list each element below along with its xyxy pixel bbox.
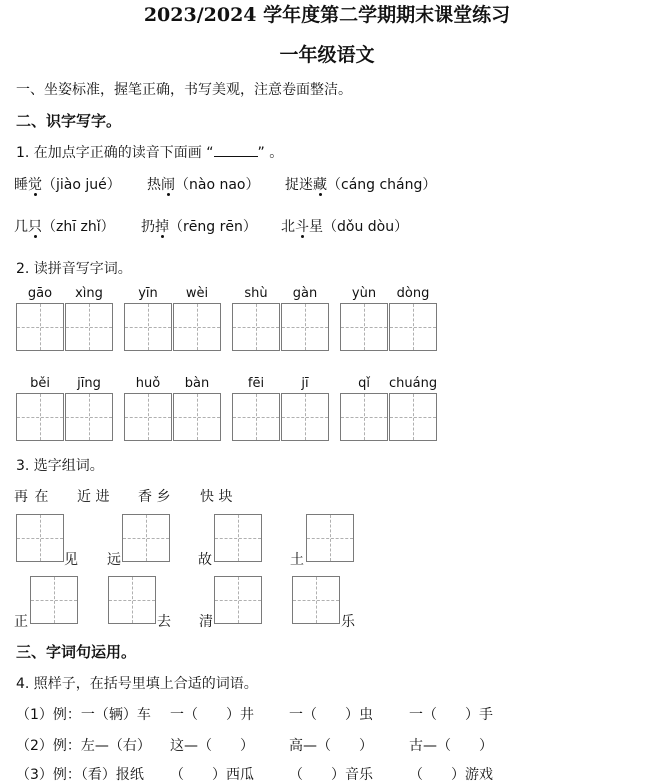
q4-line: （2）例：左—（右） — [16, 738, 151, 754]
pinyin-options: （nào nao） — [175, 177, 260, 193]
writing-grid-cell[interactable] — [232, 393, 280, 441]
section-two-heading: 二、识字写字。 — [16, 112, 122, 130]
answer-underline — [214, 146, 258, 157]
writing-grid-cell[interactable] — [108, 576, 156, 624]
word-char: 清 — [199, 614, 213, 630]
char-pair: 香 乡 — [138, 489, 171, 505]
writing-grid-cell[interactable] — [16, 514, 64, 562]
q1-prompt-end: ” 。 — [257, 145, 284, 161]
pinyin-label: yīn — [138, 286, 158, 301]
pinyin-options: （dǒu dòu） — [323, 219, 409, 235]
q4-blank: 高—（ ） — [289, 738, 373, 754]
q2-prompt: 2. 读拼音写字词。 — [16, 261, 132, 277]
q4-blank: （ ）西瓜 — [170, 767, 254, 783]
writing-grid-cell[interactable] — [16, 393, 64, 441]
q1-prompt — [16, 142, 283, 162]
writing-grid-cell[interactable] — [281, 303, 329, 351]
pinyin-label: jīng — [77, 376, 101, 391]
q1-prompt-text: 1. 在加点字正确的读音下面画 “ — [16, 145, 214, 161]
writing-grid-cell[interactable] — [65, 303, 113, 351]
q4-blank: 一（ ）井 — [170, 707, 254, 723]
pinyin-label: běi — [30, 376, 50, 391]
pinyin-label: fēi — [247, 376, 265, 391]
word-char: 正 — [14, 614, 28, 630]
dotted-char: 掉 — [155, 219, 169, 235]
q1-item — [285, 174, 436, 194]
section-one-instruction: 一、坐姿标准，握笔正确，书写美观，注意卷面整洁。 — [16, 82, 352, 98]
pinyin-options: （rēng rēn） — [169, 219, 257, 235]
pinyin-label: dòng — [396, 286, 430, 301]
writing-grid-cell[interactable] — [30, 576, 78, 624]
q1-item — [141, 216, 257, 236]
pinyin-label: gāo — [27, 286, 53, 301]
q1-item — [281, 216, 408, 236]
writing-grid-cell[interactable] — [214, 514, 262, 562]
word-text: 几 — [14, 219, 28, 235]
pinyin-label: wèi — [185, 286, 209, 301]
q4-blank: 一（ ）手 — [409, 707, 493, 723]
writing-grid-cell[interactable] — [173, 393, 221, 441]
char-pair: 近 进 — [77, 489, 110, 505]
word-text: 北 — [281, 219, 295, 235]
word-text: 睡 — [14, 177, 28, 193]
pinyin-options: （cáng cháng） — [327, 177, 437, 193]
q1-item — [14, 174, 121, 194]
word-char: 土 — [290, 552, 304, 568]
word-char: 去 — [157, 614, 171, 630]
char-pair: 快 块 — [200, 489, 233, 505]
word-char: 故 — [198, 552, 212, 568]
dotted-char: 闹 — [161, 177, 175, 193]
pinyin-label: jī — [301, 376, 309, 391]
pinyin-options: （jiào jué） — [42, 177, 121, 193]
word-char: 乐 — [341, 614, 355, 630]
q4-line: （3）例：（看）报纸 — [16, 767, 144, 783]
writing-grid-cell[interactable] — [214, 576, 262, 624]
writing-grid-cell[interactable] — [232, 303, 280, 351]
word-char: 见 — [64, 552, 78, 568]
page-subtitle: 一年级语文 — [279, 44, 375, 66]
pinyin-label: huǒ — [135, 376, 161, 391]
q4-prompt: 4. 照样子，在括号里填上合适的词语。 — [16, 676, 258, 692]
q4-line: （1）例：一（辆）车 — [16, 707, 151, 723]
q3-prompt: 3. 选字组词。 — [16, 458, 104, 474]
q1-item — [14, 216, 115, 236]
pinyin-label: chuáng — [389, 376, 438, 391]
writing-grid-cell[interactable] — [340, 393, 388, 441]
pinyin-label: yùn — [351, 286, 377, 301]
writing-grid-cell[interactable] — [389, 303, 437, 351]
dotted-char: 只 — [28, 219, 42, 235]
q4-blank: 这—（ ） — [170, 738, 254, 754]
pinyin-label: xìng — [75, 286, 103, 301]
pinyin-label: qǐ — [358, 376, 370, 391]
q4-blank: （ ）音乐 — [289, 767, 373, 783]
word-text: 热 — [147, 177, 161, 193]
char-pair: 再 在 — [14, 489, 49, 505]
word-char: 远 — [107, 552, 121, 568]
q4-blank: 古—（ ） — [409, 738, 493, 754]
pinyin-label: gàn — [292, 286, 318, 301]
pinyin-options: （zhī zhǐ） — [42, 219, 115, 235]
writing-grid-cell[interactable] — [122, 514, 170, 562]
writing-grid-cell[interactable] — [389, 393, 437, 441]
pinyin-label: bàn — [184, 376, 210, 391]
writing-grid-cell[interactable] — [124, 393, 172, 441]
q1-item — [147, 174, 260, 194]
dotted-char: 斗 — [295, 219, 309, 235]
writing-grid-cell[interactable] — [65, 393, 113, 441]
writing-grid-cell[interactable] — [306, 514, 354, 562]
writing-grid-cell[interactable] — [340, 303, 388, 351]
writing-grid-cell[interactable] — [173, 303, 221, 351]
dotted-char: 觉 — [28, 177, 42, 193]
writing-grid-cell[interactable] — [292, 576, 340, 624]
pinyin-label: shù — [244, 286, 268, 301]
word-text: 星 — [309, 219, 323, 235]
writing-grid-cell[interactable] — [281, 393, 329, 441]
page-title: 2023/2024 学年度第二学期期末课堂练习 — [143, 4, 511, 26]
dotted-char: 藏 — [313, 177, 327, 193]
section-three-heading: 三、字词句运用。 — [16, 643, 137, 661]
word-text: 扔 — [141, 219, 155, 235]
q4-blank: （ ）游戏 — [409, 767, 493, 783]
q4-blank: 一（ ）虫 — [289, 707, 373, 723]
writing-grid-cell[interactable] — [16, 303, 64, 351]
word-text: 捉迷 — [285, 177, 313, 193]
writing-grid-cell[interactable] — [124, 303, 172, 351]
